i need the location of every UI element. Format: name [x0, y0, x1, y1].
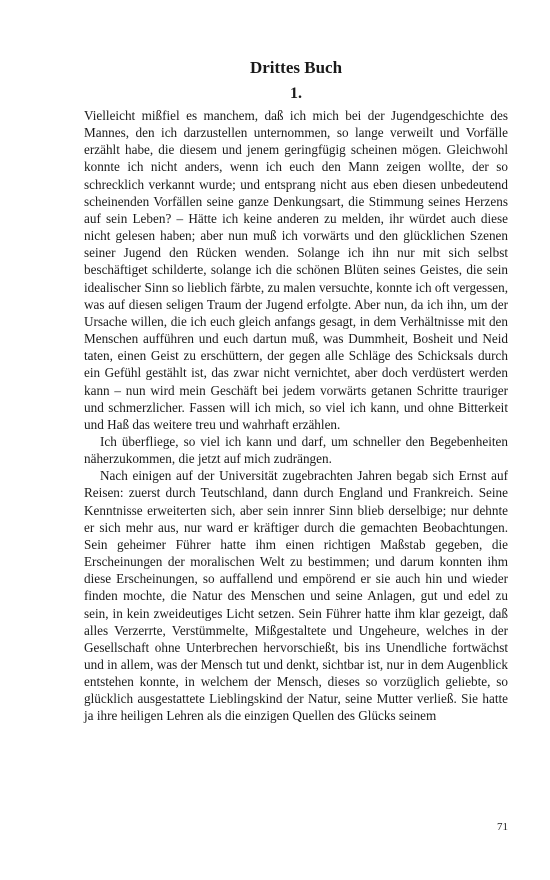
paragraph-3: Nach einigen auf der Universität zugebrachten Jahren begab sich Ernst auf Reisen: zuerst durch Teutschland, dann durch England und Frankreich. Seine Kenntnisse erweiterten sich, aber sein innrer Sinn blieb derselbige; nur dehnte er sich mehr aus, nur ward er kräftiger durch die gemachten Beobachtungen. Sein geheimer Führer hatte ihm einen richtigen Maßstab gegeben, die Erscheinungen der moralischen Welt zu bestimmen; und darum konnten ihm diese Erscheinungen, so auffallend und empörend er sie auch hin und wieder finden mochte, die Natur des Menschen und seine Anlagen, gut und edel zu sein, in kein zweideutiges Licht setzen. Sein Führer hatte ihm klar gezeigt, daß alles Verzerrte, Verstümmelte, Mißgestaltete und Ungeheure, welches in der Gesellschaft ohne Unterbrechen hervorschießt, bis ins Unendliche fortwächst und in allem, was der Mensch tut und denkt, sichtbar ist, nur in dem Augenblick entstehen konnte, in welchem der Mensch, dieses so vorzüglich geliebte, so glücklich ausgestattete Lieblingskind der Natur, seine Mutter verließ. Sie hatte ja ihre heiligen Lehren als die einzigen Quellen des Glücks seinem — [84, 468, 508, 724]
page-content — [84, 56, 508, 725]
book-title: Drittes Buch — [249, 58, 343, 77]
paragraph-2: Ich überfliege, so viel ich kann und darf, um schneller den Begebenheiten näherzukommen, die jetzt auf mich zudrängen. — [84, 433, 508, 467]
chapter-number: 1. — [290, 85, 302, 102]
paragraph-1: Vielleicht mißfiel es manchem, daß ich mich bei der Jugendgeschichte des Mannes, den ich darzustellen unternommen, so lange verweilt und Vorfälle erzählt habe, die diesem und jenem geringfügig scheinen mögen. Gleichwohl konnte ich nicht anders, wenn ich euch den Mann zeigen wollte, der so schrecklich verkannt wurde; und entsprang nicht aus eben diesen unbedeutend scheinenden Vorfällen seine ganze Denkungsart, die Stimmung seines Herzens auf sein Leben? – Hätte ich keine anderen zu melden, ihr würdet auch diese nicht gelesen haben; aber nun muß ich vorwärts und den glücklichen Szenen seiner Jugend den Rücken wenden. Solange ich ihn nur mit sich selbst beschäftiget schilderte, solange ich die schönen Blüten seines Geistes, die sein idealischer Sinn so lieblich färbte, zu malen versuchte, konnte ich oft vergessen, was auf diesen seligen Traum der Jugend erfolgte. Aber nun, da ich ihn, um der Ursache willen, die ich euch gleich anfangs gesagt, in dem Verhältnisse mit den Menschen aufführen und euch dartun muß, was Dummheit, Bosheit und Neid taten, einen Geist zu erschüttern, der gegen alle Schläge des Schicksals durch ein Gefühl gestählt ist, das zwar nicht vernichtet, aber doch verdüstert werden kann – nun wird mein Geschäft bei jedem vorwärts getanen Schritte trauriger und schmerzlicher. Fassen will ich mich, so viel ich kann, und ohne Bitterkeit und Haß das weitere treu und wahrhaft erzählen. — [84, 108, 508, 432]
page-number: 71 — [497, 821, 508, 833]
